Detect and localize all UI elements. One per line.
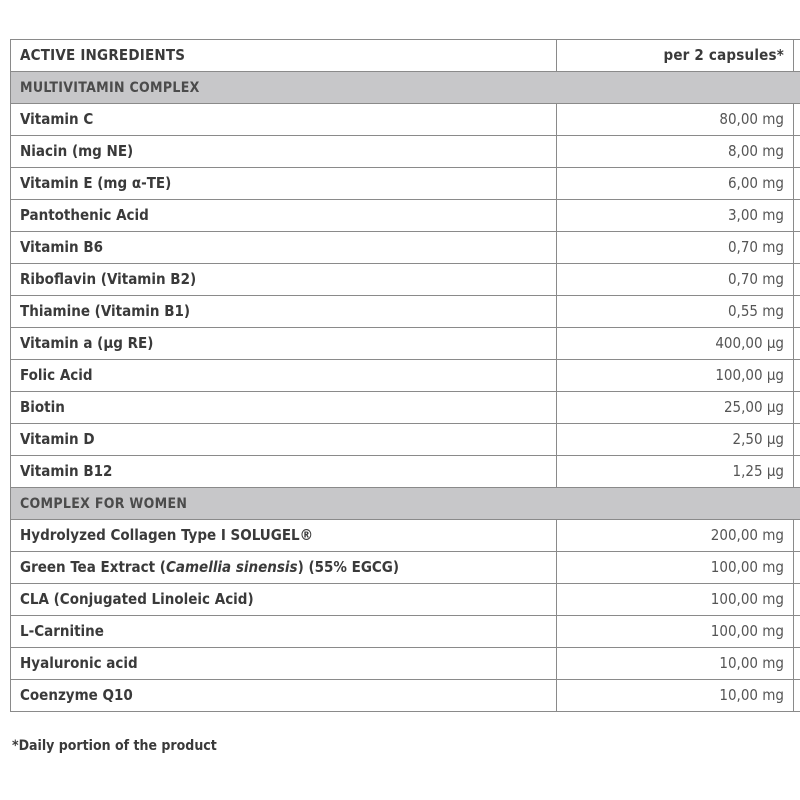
extra-cell (794, 456, 800, 488)
extra-cell (794, 200, 800, 232)
table-header-row (11, 40, 800, 72)
ingredient-name: CLA (Conjugated Linoleic Acid) (11, 584, 557, 616)
extra-cell (794, 424, 800, 456)
ingredient-amount: 400,00 μg (557, 328, 794, 360)
ingredient-amount: 8,00 mg (557, 136, 794, 168)
table-row (11, 424, 800, 456)
ingredient-name: Vitamin a (μg RE) (11, 328, 557, 360)
table-row (11, 648, 800, 680)
ingredient-amount: 200,00 mg (557, 520, 794, 552)
table-row (11, 552, 800, 584)
ingredients-table (10, 39, 800, 712)
ingredient-latin-name: Camellia sinensis (165, 558, 298, 576)
extra-cell (794, 552, 800, 584)
ingredient-name-prefix: Green Tea Extract ( (20, 558, 166, 576)
table-row (11, 616, 800, 648)
extra-column-header (794, 40, 800, 72)
extra-cell (794, 264, 800, 296)
ingredient-name: Pantothenic Acid (11, 200, 557, 232)
section-title: MULTIVITAMIN COMPLEX (11, 72, 800, 104)
table-row (11, 296, 800, 328)
section-header-multivitamin (11, 72, 800, 104)
table-row (11, 104, 800, 136)
table-row (11, 392, 800, 424)
ingredient-name: Biotin (11, 392, 557, 424)
ingredient-amount: 6,00 mg (557, 168, 794, 200)
ingredient-name: Vitamin E (mg α-TE) (11, 168, 557, 200)
ingredient-name: Vitamin B12 (11, 456, 557, 488)
ingredient-amount: 0,70 mg (557, 264, 794, 296)
table-row (11, 168, 800, 200)
serving-column-header: per 2 capsules* (557, 40, 794, 72)
ingredient-amount: 10,00 mg (557, 680, 794, 712)
footnote: *Daily portion of the product (12, 738, 217, 754)
table-row (11, 584, 800, 616)
extra-cell (794, 360, 800, 392)
ingredient-amount: 100,00 mg (557, 616, 794, 648)
extra-cell (794, 648, 800, 680)
ingredient-name: Vitamin C (11, 104, 557, 136)
ingredient-name: Folic Acid (11, 360, 557, 392)
extra-cell (794, 680, 800, 712)
section-title: COMPLEX FOR WOMEN (11, 488, 800, 520)
ingredient-name: Thiamine (Vitamin B1) (11, 296, 557, 328)
ingredient-amount: 25,00 μg (557, 392, 794, 424)
ingredient-amount: 100,00 μg (557, 360, 794, 392)
ingredient-name: L-Carnitine (11, 616, 557, 648)
ingredient-amount: 80,00 mg (557, 104, 794, 136)
extra-cell (794, 104, 800, 136)
ingredient-name: Vitamin D (11, 424, 557, 456)
table-row (11, 232, 800, 264)
ingredient-amount: 2,50 μg (557, 424, 794, 456)
extra-cell (794, 328, 800, 360)
ingredient-name: Niacin (mg NE) (11, 136, 557, 168)
ingredient-name: Coenzyme Q10 (11, 680, 557, 712)
ingredient-name (11, 552, 557, 584)
table-row (11, 360, 800, 392)
extra-cell (794, 168, 800, 200)
table-row (11, 264, 800, 296)
ingredient-name: Riboflavin (Vitamin B2) (11, 264, 557, 296)
extra-cell (794, 296, 800, 328)
ingredient-amount: 1,25 μg (557, 456, 794, 488)
table-row (11, 680, 800, 712)
extra-cell (794, 232, 800, 264)
section-header-women (11, 488, 800, 520)
table-row (11, 328, 800, 360)
extra-cell (794, 520, 800, 552)
ingredient-name-suffix: ) (55% EGCG) (297, 558, 400, 576)
extra-cell (794, 616, 800, 648)
ingredient-amount: 100,00 mg (557, 552, 794, 584)
ingredient-name: Hydrolyzed Collagen Type I SOLUGEL® (11, 520, 557, 552)
table-row (11, 520, 800, 552)
ingredient-amount: 10,00 mg (557, 648, 794, 680)
ingredient-amount: 0,70 mg (557, 232, 794, 264)
ingredient-amount: 100,00 mg (557, 584, 794, 616)
ingredient-name: Hyaluronic acid (11, 648, 557, 680)
table-row (11, 136, 800, 168)
table-row (11, 200, 800, 232)
ingredient-amount: 0,55 mg (557, 296, 794, 328)
table-row (11, 456, 800, 488)
extra-cell (794, 584, 800, 616)
ingredients-table-wrapper (10, 39, 800, 712)
extra-cell (794, 392, 800, 424)
ingredient-name: Vitamin B6 (11, 232, 557, 264)
ingredient-amount: 3,00 mg (557, 200, 794, 232)
ingredients-column-header: ACTIVE INGREDIENTS (11, 40, 557, 72)
extra-cell (794, 136, 800, 168)
